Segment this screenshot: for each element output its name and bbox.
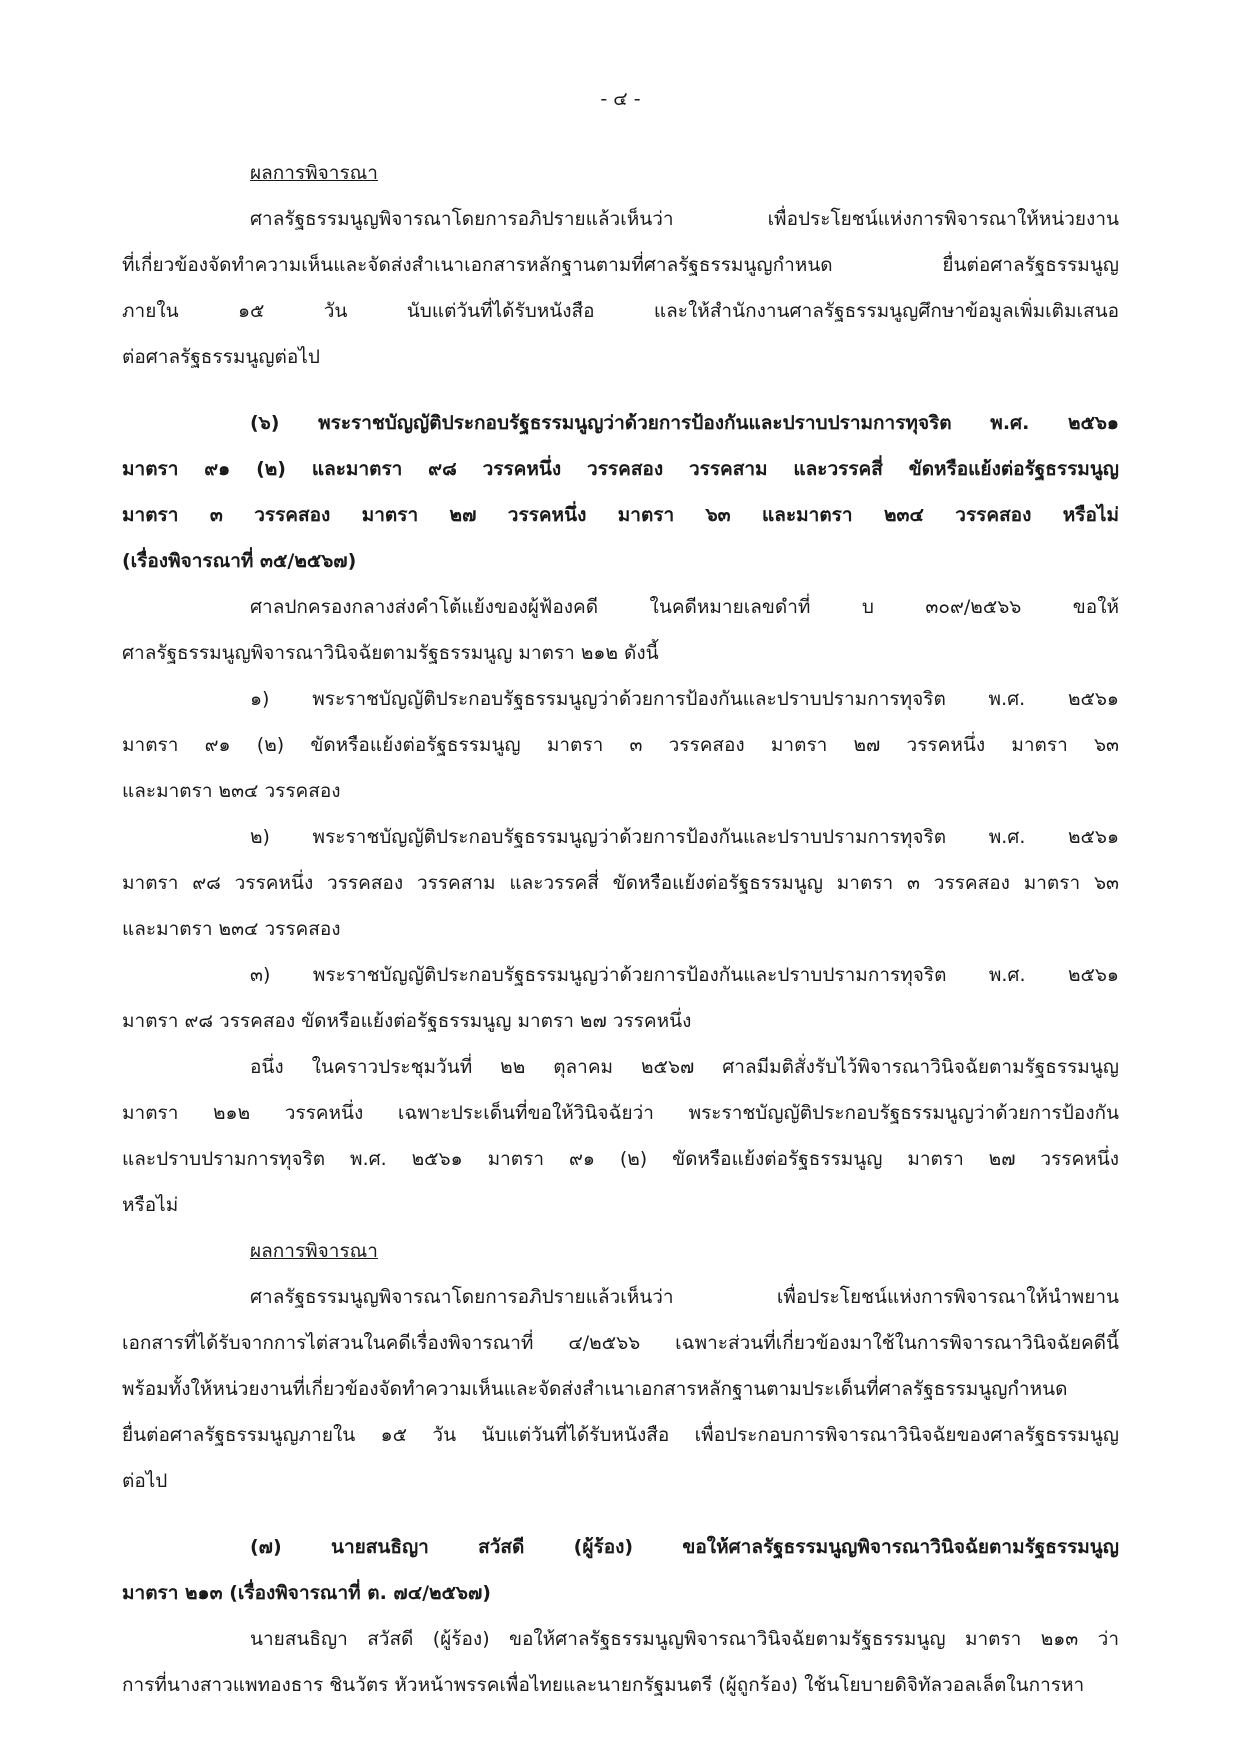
paragraph-line: ศาลรัฐธรรมนูญพิจารณาวินิจฉัยตามรัฐธรรมนูญ มาตรา ๒๑๒ ดังนี้ bbox=[122, 642, 659, 664]
case-title-line: (เรื่องพิจารณาที่ ๓๕/๒๕๖๗) bbox=[122, 550, 357, 572]
paragraph-line: ต่อไป bbox=[122, 1470, 168, 1492]
paragraph-line: การที่นางสาวแพทองธาร ชินวัตร หัวหน้าพรรคเพื่อไทยและนายกรัฐมนตรี (ผู้ถูกร้อง) ใช้นโยบายดิจิทัลวอลเล็ตในการหา bbox=[122, 1674, 1085, 1696]
paragraph-line: ศาลปกครองกลางส่งคำโต้แย้งของผู้ฟ้องคดี ในคดีหมายเลขดำที่ บ ๓๐๙/๒๕๖๖ ขอให้ bbox=[250, 596, 1119, 618]
paragraph-line: และปราบปรามการทุจริต พ.ศ. ๒๕๖๑ มาตรา ๙๑ (๒) ขัดหรือแย้งต่อรัฐธรรมนูญ มาตรา ๒๗ วรรคหนึ่ง bbox=[122, 1148, 1119, 1170]
paragraph bbox=[122, 1044, 1119, 1228]
section-gap bbox=[122, 1504, 1119, 1524]
paragraph bbox=[122, 584, 1119, 676]
case-title-line: (๗) นายสนธิญา สวัสดี (ผู้ร้อง) ขอให้ศาลรัฐธรรมนูญพิจารณาวินิจฉัยตามรัฐธรรมนูญ bbox=[250, 1536, 1119, 1558]
section-heading: ผลการพิจารณา bbox=[250, 1240, 378, 1262]
paragraph bbox=[122, 196, 1119, 380]
paragraph bbox=[122, 1274, 1119, 1504]
paragraph-line: ๒) พระราชบัญญัติประกอบรัฐธรรมนูญว่าด้วยการป้องกันและปราบปรามการทุจริต พ.ศ. ๒๕๖๑ bbox=[250, 826, 1119, 848]
paragraph-line: ๑) พระราชบัญญัติประกอบรัฐธรรมนูญว่าด้วยการป้องกันและปราบปรามการทุจริต พ.ศ. ๒๕๖๑ bbox=[250, 688, 1119, 710]
case-title-line: มาตรา ๒๑๓ (เรื่องพิจารณาที่ ต. ๗๔/๒๕๖๗) bbox=[122, 1582, 491, 1604]
paragraph-line: ศาลรัฐธรรมนูญพิจารณาโดยการอภิปรายแล้วเห็นว่า เพื่อประโยชน์แห่งการพิจารณาให้นำพยาน bbox=[250, 1286, 1119, 1308]
paragraph bbox=[122, 676, 1119, 814]
paragraph-line: ยื่นต่อศาลรัฐธรรมนูญภายใน ๑๕ วัน นับแต่วันที่ได้รับหนังสือ เพื่อประกอบการพิจารณาวินิจฉัยของศาลรัฐธรรมนูญ bbox=[122, 1424, 1119, 1446]
paragraph-line: อนึ่ง ในคราวประชุมวันที่ ๒๒ ตุลาคม ๒๕๖๗ ศาลมีมติสั่งรับไว้พิจารณาวินิจฉัยตามรัฐธรรมนูญ bbox=[250, 1056, 1119, 1078]
paragraph-line: และมาตรา ๒๓๔ วรรคสอง bbox=[122, 780, 341, 802]
paragraph bbox=[122, 814, 1119, 952]
paragraph bbox=[122, 952, 1119, 1044]
case-title bbox=[122, 400, 1119, 584]
paragraph-line: นายสนธิญา สวัสดี (ผู้ร้อง) ขอให้ศาลรัฐธรรมนูญพิจารณาวินิจฉัยตามรัฐธรรมนูญ มาตรา ๒๑๓ ว่า bbox=[250, 1628, 1119, 1650]
paragraph-line: มาตรา ๙๘ วรรคหนึ่ง วรรคสอง วรรคสาม และวรรคสี่ ขัดหรือแย้งต่อรัฐธรรมนูญ มาตรา ๓ วรรคสอง มาตรา ๖๓ bbox=[122, 872, 1119, 894]
paragraph-line: มาตรา ๙๑ (๒) ขัดหรือแย้งต่อรัฐธรรมนูญ มาตรา ๓ วรรคสอง มาตรา ๒๗ วรรคหนึ่ง มาตรา ๖๓ bbox=[122, 734, 1119, 756]
paragraph-line: ศาลรัฐธรรมนูญพิจารณาโดยการอภิปรายแล้วเห็นว่า เพื่อประโยชน์แห่งการพิจารณาให้หน่วยงาน bbox=[250, 208, 1119, 230]
case-title-line: (๖) พระราชบัญญัติประกอบรัฐธรรมนูญว่าด้วยการป้องกันและปราบปรามการทุจริต พ.ศ. ๒๕๖๑ bbox=[250, 412, 1119, 434]
paragraph-line: เอกสารที่ได้รับจากการไต่สวนในคดีเรื่องพิจารณาที่ ๔/๒๕๖๖ เฉพาะส่วนที่เกี่ยวข้องมาใช้ในการพิจารณาวินิจฉัยคดีนี้ bbox=[122, 1332, 1119, 1354]
document-body bbox=[122, 150, 1119, 1708]
case-title-line: มาตรา ๓ วรรคสอง มาตรา ๒๗ วรรคหนึ่ง มาตรา ๖๓ และมาตรา ๒๓๔ วรรคสอง หรือไม่ bbox=[122, 504, 1119, 526]
paragraph-line: ที่เกี่ยวข้องจัดทำความเห็นและจัดส่งสำเนาเอกสารหลักฐานตามที่ศาลรัฐธรรมนูญกำหนด ยื่นต่อศาลรัฐธรรมนูญ bbox=[122, 254, 1119, 276]
case-title bbox=[122, 1524, 1119, 1616]
paragraph-line: ๓) พระราชบัญญัติประกอบรัฐธรรมนูญว่าด้วยการป้องกันและปราบปรามการทุจริต พ.ศ. ๒๕๖๑ bbox=[250, 964, 1119, 986]
section-heading: ผลการพิจารณา bbox=[250, 162, 378, 184]
paragraph-line: ภายใน ๑๕ วัน นับแต่วันที่ได้รับหนังสือ และให้สำนักงานศาลรัฐธรรมนูญศึกษาข้อมูลเพิ่มเติมเสนอ bbox=[122, 300, 1119, 322]
paragraph-line: มาตรา ๙๘ วรรคสอง ขัดหรือแย้งต่อรัฐธรรมนูญ มาตรา ๒๗ วรรคหนึ่ง bbox=[122, 1010, 692, 1032]
paragraph-line: และมาตรา ๒๓๔ วรรคสอง bbox=[122, 918, 341, 940]
paragraph-line: มาตรา ๒๑๒ วรรคหนึ่ง เฉพาะประเด็นที่ขอให้วินิจฉัยว่า พระราชบัญญัติประกอบรัฐธรรมนูญว่าด้วยการป้องกัน bbox=[122, 1102, 1119, 1124]
paragraph-line: หรือไม่ bbox=[122, 1194, 179, 1216]
page-number: - ๔ - bbox=[600, 88, 641, 110]
paragraph-line: พร้อมทั้งให้หน่วยงานที่เกี่ยวข้องจัดทำความเห็นและจัดส่งสำเนาเอกสารหลักฐานตามประเด็นที่ศาลรัฐธรรมนูญกำหนด bbox=[122, 1378, 1068, 1400]
section-gap bbox=[122, 380, 1119, 400]
paragraph-line: ต่อศาลรัฐธรรมนูญต่อไป bbox=[122, 346, 320, 368]
case-title-line: มาตรา ๙๑ (๒) และมาตรา ๙๘ วรรคหนึ่ง วรรคสอง วรรคสาม และวรรคสี่ ขัดหรือแย้งต่อรัฐธรรมนูญ bbox=[122, 458, 1119, 480]
paragraph bbox=[122, 1616, 1119, 1708]
